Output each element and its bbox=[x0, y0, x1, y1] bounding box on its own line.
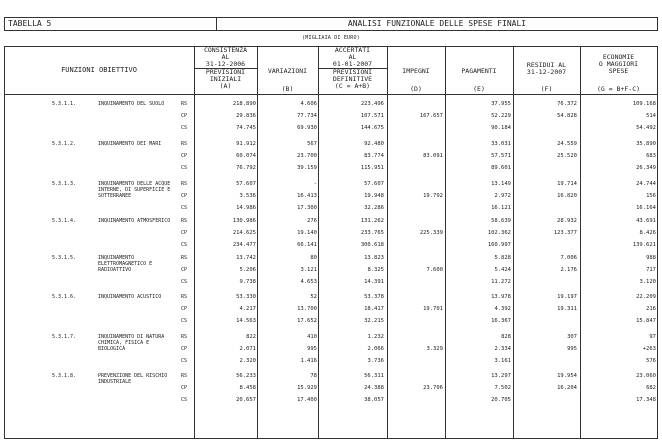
cell-b: 17.652 bbox=[297, 318, 317, 324]
row-code: 5.3.1.1. bbox=[52, 101, 77, 107]
cell-a: 56.233 bbox=[236, 373, 256, 379]
cell-c: 223.496 bbox=[360, 101, 384, 107]
cell-f: 24.559 bbox=[557, 141, 577, 147]
cell-g: 717 bbox=[646, 267, 656, 273]
cell-f: 25.520 bbox=[557, 153, 577, 159]
cell-c: 14.391 bbox=[364, 279, 384, 285]
units-subtitle: (MIGLIAIA DI EURO) bbox=[302, 35, 360, 41]
row-label: INQUINAMENTO ACUSTICO bbox=[98, 294, 162, 300]
cell-a: 60.074 bbox=[236, 153, 256, 159]
cell-b: 15.929 bbox=[297, 385, 317, 391]
cell-f: 995 bbox=[567, 346, 577, 352]
cell-d: 7.600 bbox=[426, 267, 443, 273]
row-type: CP bbox=[181, 267, 188, 273]
row-type: CS bbox=[181, 242, 188, 248]
cell-e: 3.161 bbox=[494, 358, 511, 364]
row-label: INQUINAMENTO DI NATURA CHIMICA, FISICA E BIOLOGICA bbox=[98, 334, 165, 352]
cell-a: 13.742 bbox=[236, 255, 256, 261]
grid-vline bbox=[318, 46, 319, 439]
cell-c: 56.311 bbox=[364, 373, 384, 379]
cell-f: 16.820 bbox=[557, 193, 577, 199]
cell-c: 2.066 bbox=[367, 346, 384, 352]
cell-a: 29.836 bbox=[236, 113, 256, 119]
cell-a: 822 bbox=[246, 334, 256, 340]
cell-a: 53.330 bbox=[236, 294, 256, 300]
cell-c: 57.607 bbox=[364, 181, 384, 187]
cell-b: 39.159 bbox=[297, 165, 317, 171]
table-header-bar bbox=[4, 17, 658, 31]
table-label: TABELLA 5 bbox=[8, 19, 52, 28]
cell-c: 92.480 bbox=[364, 141, 384, 147]
row-code: 5.3.1.4. bbox=[52, 218, 77, 224]
cell-b: 567 bbox=[307, 141, 317, 147]
cell-e: 102.362 bbox=[487, 230, 511, 236]
cell-g: 216 bbox=[646, 306, 656, 312]
cell-c: 131.262 bbox=[360, 218, 384, 224]
cell-a: 8.458 bbox=[239, 385, 256, 391]
cell-c: 32.215 bbox=[364, 318, 384, 324]
cell-a: 5.206 bbox=[239, 267, 256, 273]
cell-b: 23.700 bbox=[297, 153, 317, 159]
cell-b: 66.141 bbox=[297, 242, 317, 248]
cell-e: 90.184 bbox=[491, 125, 511, 131]
cell-c: 3.736 bbox=[367, 358, 384, 364]
cell-b: 410 bbox=[307, 334, 317, 340]
cell-c: 233.765 bbox=[360, 230, 384, 236]
cell-a: 91.912 bbox=[236, 141, 256, 147]
cell-d: 23.706 bbox=[423, 385, 443, 391]
cell-b: 77.734 bbox=[297, 113, 317, 119]
cell-f: 19.714 bbox=[557, 181, 577, 187]
row-type: RS bbox=[181, 101, 188, 107]
cell-a: 74.745 bbox=[236, 125, 256, 131]
row-label: PREVENZIONE DEL RISCHIO INDUSTRIALE bbox=[98, 373, 168, 385]
cell-e: 13.978 bbox=[491, 294, 511, 300]
cell-g: 576 bbox=[646, 358, 656, 364]
grid-vline bbox=[445, 46, 446, 439]
row-type: RS bbox=[181, 141, 188, 147]
cell-g: 35.890 bbox=[636, 141, 656, 147]
cell-a: 9.738 bbox=[239, 279, 256, 285]
cell-d: 3.329 bbox=[426, 346, 443, 352]
cell-f: 54.828 bbox=[557, 113, 577, 119]
cell-b: - bbox=[313, 181, 317, 187]
cell-d: 225.339 bbox=[419, 230, 443, 236]
cell-e: 11.272 bbox=[491, 279, 511, 285]
cell-b: 78 bbox=[310, 373, 317, 379]
cell-c: 19.948 bbox=[364, 193, 384, 199]
cell-e: 20.705 bbox=[491, 397, 511, 403]
grid-bottom-line bbox=[4, 438, 658, 439]
row-code: 5.3.1.8. bbox=[52, 373, 77, 379]
cell-a: 214.625 bbox=[232, 230, 256, 236]
cell-f: 28.932 bbox=[557, 218, 577, 224]
row-type: CP bbox=[181, 153, 188, 159]
col-header-variazioni: VARIAZIONI bbox=[267, 67, 308, 75]
col-code-economie: (G = B+F-C) bbox=[596, 85, 641, 93]
cell-e: 52.229 bbox=[491, 113, 511, 119]
cell-a: 2.071 bbox=[239, 346, 256, 352]
cell-f: 123.377 bbox=[553, 230, 577, 236]
cell-b: 16.413 bbox=[297, 193, 317, 199]
cell-a: 14.986 bbox=[236, 205, 256, 211]
col-code-pagamenti: (E) bbox=[473, 85, 485, 93]
cell-c: 115.951 bbox=[360, 165, 384, 171]
row-code: 5.3.1.7. bbox=[52, 334, 77, 340]
cell-e: 89.601 bbox=[491, 165, 511, 171]
col-header-consistenza: CONSISTENZA AL 31-12-2006 PREVISIONI INIZIALI (A) bbox=[194, 47, 257, 90]
cell-b: 4.653 bbox=[300, 279, 317, 285]
cell-c: 8.325 bbox=[367, 267, 384, 273]
cell-b: 13.700 bbox=[297, 306, 317, 312]
cell-c: 144.675 bbox=[360, 125, 384, 131]
col-header-residui: RESIDUI AL 31-12-2007 bbox=[526, 61, 567, 76]
grid-header-line bbox=[4, 94, 658, 95]
cell-d: 19.792 bbox=[423, 193, 443, 199]
row-type: CS bbox=[181, 279, 188, 285]
cell-b: 3.121 bbox=[300, 267, 317, 273]
cell-b: 276 bbox=[307, 218, 317, 224]
cell-f: 76.372 bbox=[557, 101, 577, 107]
cell-a: 2.320 bbox=[239, 358, 256, 364]
cell-g: 156 bbox=[646, 193, 656, 199]
cell-a: 4.217 bbox=[239, 306, 256, 312]
row-label: INQUINAMENTO DELLE ACQUE INTERNE, DI SUPERFICIE E SOTTERRANEE bbox=[98, 181, 171, 199]
cell-e: 828 bbox=[501, 334, 511, 340]
cell-g: 17.348 bbox=[636, 397, 656, 403]
cell-e: 5.828 bbox=[494, 255, 511, 261]
cell-c: 53.378 bbox=[364, 294, 384, 300]
cell-f: 16.204 bbox=[557, 385, 577, 391]
cell-a: 76.792 bbox=[236, 165, 256, 171]
cell-f: 7.006 bbox=[560, 255, 577, 261]
cell-c: 32.286 bbox=[364, 205, 384, 211]
cell-e: 160.997 bbox=[487, 242, 511, 248]
row-type: RS bbox=[181, 334, 188, 340]
cell-b: 80 bbox=[310, 255, 317, 261]
cell-a: 218.890 bbox=[232, 101, 256, 107]
cell-g: 26.349 bbox=[636, 165, 656, 171]
cell-e: 5.424 bbox=[494, 267, 511, 273]
row-label: INQUINAMENTO ELETTROMAGNETICO E RADIOATTIVO bbox=[98, 255, 153, 273]
cell-a: 234.477 bbox=[232, 242, 256, 248]
cell-e: 16.367 bbox=[491, 318, 511, 324]
cell-e: 37.955 bbox=[491, 101, 511, 107]
cell-g: 3.120 bbox=[639, 279, 656, 285]
row-label: INQUINAMENTO DEI MARI bbox=[98, 141, 162, 147]
col-header-economie: ECONOMIE O MAGGIORI SPESE bbox=[598, 53, 639, 75]
row-type: RS bbox=[181, 294, 188, 300]
cell-d: 83.091 bbox=[423, 153, 443, 159]
cell-d: 167.657 bbox=[419, 113, 443, 119]
cell-a: 20.657 bbox=[236, 397, 256, 403]
cell-e: 2.334 bbox=[494, 346, 511, 352]
cell-e: 33.031 bbox=[491, 141, 511, 147]
grid-vline bbox=[580, 46, 581, 439]
cell-c: 24.388 bbox=[364, 385, 384, 391]
col-header-funzioni: FUNZIONI OBIETTIVO bbox=[61, 66, 137, 74]
cell-c: 107.571 bbox=[360, 113, 384, 119]
row-code: 5.3.1.2. bbox=[52, 141, 77, 147]
col-code-residui: (F) bbox=[540, 85, 553, 93]
cell-g: +263 bbox=[642, 346, 656, 352]
row-type: RS bbox=[181, 373, 188, 379]
cell-a: 130.986 bbox=[232, 218, 256, 224]
cell-e: 58.639 bbox=[491, 218, 511, 224]
row-code: 5.3.1.3. bbox=[52, 181, 77, 187]
cell-g: 139.621 bbox=[632, 242, 656, 248]
cell-e: 4.392 bbox=[494, 306, 511, 312]
row-type: CS bbox=[181, 397, 188, 403]
row-code: 5.3.1.6. bbox=[52, 294, 77, 300]
row-code: 5.3.1.5. bbox=[52, 255, 77, 261]
cell-g: 97 bbox=[649, 334, 656, 340]
cell-a: 14.563 bbox=[236, 318, 256, 324]
cell-c: 13.823 bbox=[364, 255, 384, 261]
cell-b: 69.930 bbox=[297, 125, 317, 131]
cell-g: 988 bbox=[646, 255, 656, 261]
cell-g: 22.209 bbox=[636, 294, 656, 300]
table-title: ANALISI FUNZIONALE DELLE SPESE FINALI bbox=[347, 19, 527, 28]
row-type: CP bbox=[181, 193, 188, 199]
cell-b: 52 bbox=[310, 294, 317, 300]
row-type: CP bbox=[181, 230, 188, 236]
cell-f: 307 bbox=[567, 334, 577, 340]
cell-e: 57.571 bbox=[491, 153, 511, 159]
cell-b: 17.300 bbox=[297, 205, 317, 211]
cell-g: 16.164 bbox=[636, 205, 656, 211]
row-type: CS bbox=[181, 165, 188, 171]
row-label: INQUINAMENTO ATMOSFERICO bbox=[98, 218, 171, 224]
col-header-impegni: IMPEGNI bbox=[402, 67, 430, 75]
cell-c: 300.618 bbox=[360, 242, 384, 248]
cell-g: 109.168 bbox=[632, 101, 656, 107]
col-header-accertati: ACCERTATI AL 01-01-2007 PREVISIONI DEFINITIVE (C = A+B) bbox=[318, 47, 387, 90]
cell-b: 1.416 bbox=[300, 358, 317, 364]
cell-c: 1.232 bbox=[367, 334, 384, 340]
cell-g: 23.060 bbox=[636, 373, 656, 379]
col-header-pagamenti: PAGAMENTI bbox=[461, 67, 497, 75]
row-type: RS bbox=[181, 181, 188, 187]
grid-vline bbox=[513, 46, 514, 439]
grid-vline bbox=[4, 46, 5, 439]
cell-c: 18.417 bbox=[364, 306, 384, 312]
cell-d: 19.701 bbox=[423, 306, 443, 312]
cell-f: 19.954 bbox=[557, 373, 577, 379]
cell-c: 83.774 bbox=[364, 153, 384, 159]
cell-g: 15.847 bbox=[636, 318, 656, 324]
cell-e: 16.121 bbox=[491, 205, 511, 211]
row-type: CP bbox=[181, 113, 188, 119]
row-type: CP bbox=[181, 306, 188, 312]
cell-f: 19.311 bbox=[557, 306, 577, 312]
cell-e: 13.297 bbox=[491, 373, 511, 379]
cell-g: 8.426 bbox=[639, 230, 656, 236]
grid-vline bbox=[387, 46, 388, 439]
row-type: CP bbox=[181, 346, 188, 352]
row-type: CS bbox=[181, 125, 188, 131]
cell-a: 3.536 bbox=[239, 193, 256, 199]
cell-a: 57.607 bbox=[236, 181, 256, 187]
cell-g: 43.691 bbox=[636, 218, 656, 224]
col-code-variazioni: (B) bbox=[281, 85, 294, 93]
cell-g: 514 bbox=[646, 113, 656, 119]
cell-f: 19.197 bbox=[557, 294, 577, 300]
cell-c: 38.057 bbox=[364, 397, 384, 403]
cell-g: 24.744 bbox=[636, 181, 656, 187]
cell-e: 13.149 bbox=[491, 181, 511, 187]
row-type: RS bbox=[181, 218, 188, 224]
cell-f: 2.176 bbox=[560, 267, 577, 273]
cell-b: 17.400 bbox=[297, 397, 317, 403]
row-type: CS bbox=[181, 318, 188, 324]
cell-e: 2.972 bbox=[494, 193, 511, 199]
cell-b: 995 bbox=[307, 346, 317, 352]
row-type: CS bbox=[181, 358, 188, 364]
row-type: CS bbox=[181, 205, 188, 211]
cell-e: 7.502 bbox=[494, 385, 511, 391]
cell-b: 19.140 bbox=[297, 230, 317, 236]
cell-g: 682 bbox=[646, 385, 656, 391]
grid-vline bbox=[194, 46, 195, 439]
row-type: RS bbox=[181, 255, 188, 261]
grid-vline bbox=[257, 46, 258, 439]
grid-vline bbox=[657, 46, 658, 439]
cell-g: 54.492 bbox=[636, 125, 656, 131]
cell-b: 4.606 bbox=[300, 101, 317, 107]
row-type: CP bbox=[181, 385, 188, 391]
row-label: INQUINAMENTO DEL SUOLO bbox=[98, 101, 165, 107]
cell-g: 683 bbox=[646, 153, 656, 159]
col-code-impegni: (D) bbox=[410, 85, 422, 93]
